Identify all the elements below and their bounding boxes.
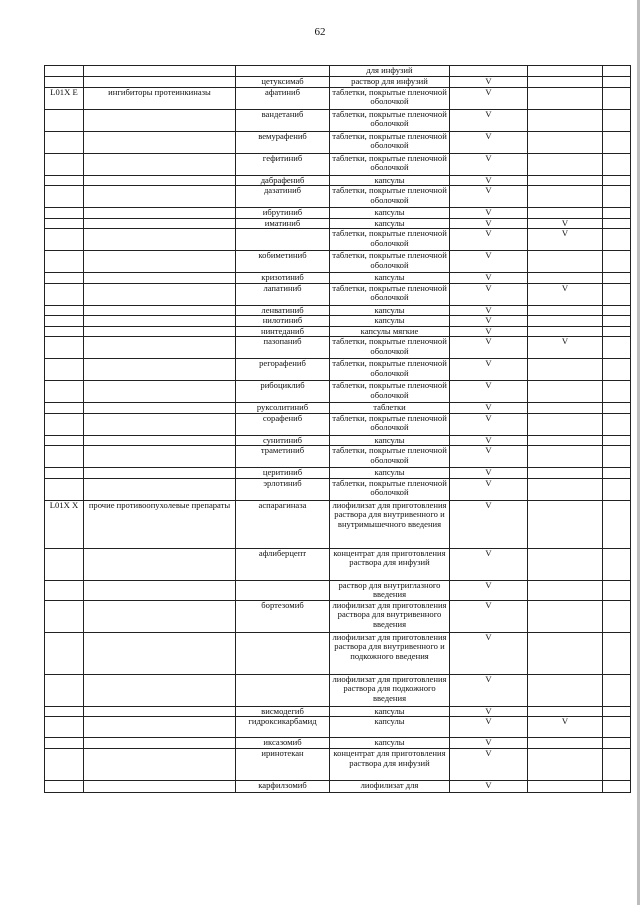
dosage-form-cell: капсулы: [330, 738, 450, 749]
mark-cell: V: [450, 580, 528, 600]
group-name-cell: [84, 435, 236, 446]
mark-cell: [528, 548, 603, 580]
table-row: [45, 186, 631, 208]
drug-name-cell: ленватиниб: [236, 305, 330, 316]
drug-table-body: [45, 66, 631, 793]
table-row: [45, 738, 631, 749]
mark-cell: V: [450, 600, 528, 632]
group-name-cell: [84, 251, 236, 273]
table-row: [45, 337, 631, 359]
group-name-cell: [84, 229, 236, 251]
drug-name-cell: кобиметиниб: [236, 251, 330, 273]
group-name-cell: [84, 600, 236, 632]
group-name-cell: [84, 548, 236, 580]
group-name-cell: [84, 706, 236, 717]
mark-cell: V: [450, 251, 528, 273]
table-row: [45, 468, 631, 479]
group-name-cell: [84, 218, 236, 229]
drug-name-cell: иматиниб: [236, 218, 330, 229]
drug-name-cell: аспарагиназа: [236, 500, 330, 548]
table-row: [45, 131, 631, 153]
drug-name-cell: [236, 632, 330, 674]
table-row: [45, 632, 631, 674]
mark-cell: [528, 326, 603, 337]
mark-cell: V: [450, 337, 528, 359]
mark-cell: [528, 446, 603, 468]
mark-cell: V: [450, 131, 528, 153]
mark-cell: [528, 131, 603, 153]
drug-name-cell: [236, 229, 330, 251]
mark-cell: [528, 251, 603, 273]
group-name-cell: [84, 674, 236, 706]
empty-cell: [603, 717, 631, 738]
drug-name-cell: карфилзомиб: [236, 781, 330, 793]
drug-name-cell: траметиниб: [236, 446, 330, 468]
empty-cell: [603, 175, 631, 186]
group-name-cell: [84, 478, 236, 500]
group-name-cell: [84, 77, 236, 88]
table-row: [45, 218, 631, 229]
atc-code-cell: [45, 548, 84, 580]
group-name-cell: [84, 446, 236, 468]
group-name-cell: [84, 337, 236, 359]
mark-cell: [528, 381, 603, 403]
dosage-form-cell: капсулы: [330, 305, 450, 316]
empty-cell: [603, 186, 631, 208]
empty-cell: [603, 305, 631, 316]
group-name-cell: [84, 305, 236, 316]
mark-cell: V: [450, 77, 528, 88]
drug-name-cell: цетуксимаб: [236, 77, 330, 88]
mark-cell: [528, 359, 603, 381]
drug-name-cell: бортезомиб: [236, 600, 330, 632]
atc-code-cell: [45, 446, 84, 468]
empty-cell: [603, 66, 631, 77]
dosage-form-cell: капсулы: [330, 218, 450, 229]
empty-cell: [603, 632, 631, 674]
drug-name-cell: сунитиниб: [236, 435, 330, 446]
empty-cell: [603, 403, 631, 414]
group-name-cell: [84, 381, 236, 403]
mark-cell: [528, 87, 603, 109]
empty-cell: [603, 738, 631, 749]
empty-cell: [603, 478, 631, 500]
dosage-form-cell: раствор для внутриглазного введения: [330, 580, 450, 600]
atc-code-cell: [45, 413, 84, 435]
table-row: [45, 580, 631, 600]
table-row: [45, 229, 631, 251]
drug-name-cell: церитиниб: [236, 468, 330, 479]
drug-name-cell: кризотиниб: [236, 273, 330, 284]
empty-cell: [603, 446, 631, 468]
mark-cell: V: [450, 446, 528, 468]
mark-cell: V: [450, 283, 528, 305]
group-name-cell: [84, 632, 236, 674]
mark-cell: V: [450, 175, 528, 186]
drug-name-cell: ибрутиниб: [236, 208, 330, 219]
table-row: [45, 109, 631, 131]
mark-cell: V: [450, 413, 528, 435]
empty-cell: [603, 468, 631, 479]
dosage-form-cell: раствор для инфузий: [330, 77, 450, 88]
atc-code-cell: [45, 580, 84, 600]
drug-name-cell: регорафениб: [236, 359, 330, 381]
empty-cell: [603, 548, 631, 580]
mark-cell: [528, 706, 603, 717]
drug-name-cell: [236, 66, 330, 77]
drug-name-cell: вандетаниб: [236, 109, 330, 131]
atc-code-cell: [45, 717, 84, 738]
table-row: [45, 326, 631, 337]
dosage-form-cell: капсулы: [330, 273, 450, 284]
table-row: [45, 359, 631, 381]
group-name-cell: [84, 781, 236, 793]
group-name-cell: [84, 403, 236, 414]
empty-cell: [603, 153, 631, 175]
table-row: [45, 403, 631, 414]
mark-cell: [528, 674, 603, 706]
page-number: 62: [314, 26, 326, 38]
dosage-form-cell: капсулы мягкие: [330, 326, 450, 337]
mark-cell: V: [450, 316, 528, 327]
atc-code-cell: [45, 175, 84, 186]
table-row: [45, 674, 631, 706]
mark-cell: V: [450, 749, 528, 781]
atc-code-cell: [45, 478, 84, 500]
drug-name-cell: руксолитиниб: [236, 403, 330, 414]
atc-code-cell: [45, 109, 84, 131]
dosage-form-cell: капсулы: [330, 717, 450, 738]
dosage-form-cell: таблетки, покрытые пленочной оболочкой: [330, 381, 450, 403]
dosage-form-cell: лиофилизат для приготовления раствора для подкожного введения: [330, 674, 450, 706]
mark-cell: V: [450, 153, 528, 175]
atc-code-cell: [45, 229, 84, 251]
atc-code-cell: [45, 305, 84, 316]
atc-code-cell: [45, 337, 84, 359]
group-name-cell: [84, 316, 236, 327]
dosage-form-cell: для инфузий: [330, 66, 450, 77]
mark-cell: [528, 632, 603, 674]
mark-cell: [528, 153, 603, 175]
mark-cell: V: [450, 435, 528, 446]
empty-cell: [603, 77, 631, 88]
atc-code-cell: [45, 218, 84, 229]
table-row: [45, 87, 631, 109]
group-name-cell: [84, 131, 236, 153]
empty-cell: [603, 316, 631, 327]
drug-name-cell: лапатиниб: [236, 283, 330, 305]
mark-cell: V: [450, 632, 528, 674]
group-name-cell: [84, 749, 236, 781]
mark-cell: [528, 749, 603, 781]
table-row: [45, 153, 631, 175]
empty-cell: [603, 87, 631, 109]
atc-code-cell: [45, 381, 84, 403]
mark-cell: V: [528, 337, 603, 359]
empty-cell: [603, 381, 631, 403]
group-name-cell: [84, 359, 236, 381]
atc-code-cell: [45, 316, 84, 327]
empty-cell: [603, 273, 631, 284]
mark-cell: [528, 273, 603, 284]
mark-cell: [528, 175, 603, 186]
table-row: [45, 413, 631, 435]
mark-cell: V: [528, 229, 603, 251]
empty-cell: [603, 435, 631, 446]
dosage-form-cell: таблетки, покрытые пленочной оболочкой: [330, 229, 450, 251]
mark-cell: V: [450, 305, 528, 316]
mark-cell: [528, 580, 603, 600]
empty-cell: [603, 749, 631, 781]
drug-name-cell: дабрафениб: [236, 175, 330, 186]
atc-code-cell: [45, 153, 84, 175]
dosage-form-cell: лиофилизат для приготовления раствора для внутривенного введения: [330, 600, 450, 632]
mark-cell: [450, 66, 528, 77]
mark-cell: V: [450, 218, 528, 229]
table-row: [45, 381, 631, 403]
empty-cell: [603, 283, 631, 305]
dosage-form-cell: таблетки: [330, 403, 450, 414]
mark-cell: [528, 500, 603, 548]
atc-code-cell: [45, 468, 84, 479]
atc-code-cell: [45, 600, 84, 632]
table-row: [45, 66, 631, 77]
dosage-form-cell: таблетки, покрытые пленочной оболочкой: [330, 359, 450, 381]
group-name-cell: ингибиторы протеинкиназы: [84, 87, 236, 109]
mark-cell: V: [528, 218, 603, 229]
dosage-form-cell: таблетки, покрытые пленочной оболочкой: [330, 251, 450, 273]
dosage-form-cell: таблетки, покрытые пленочной оболочкой: [330, 337, 450, 359]
mark-cell: [528, 77, 603, 88]
drug-name-cell: афатиниб: [236, 87, 330, 109]
drug-name-cell: пазопаниб: [236, 337, 330, 359]
mark-cell: [528, 208, 603, 219]
mark-cell: V: [450, 186, 528, 208]
table-row: [45, 600, 631, 632]
table-row: [45, 548, 631, 580]
table-row: [45, 446, 631, 468]
table-row: [45, 77, 631, 88]
empty-cell: [603, 674, 631, 706]
group-name-cell: [84, 153, 236, 175]
group-name-cell: прочие противоопухолевые препараты: [84, 500, 236, 548]
atc-code-cell: [45, 208, 84, 219]
group-name-cell: [84, 109, 236, 131]
dosage-form-cell: капсулы: [330, 435, 450, 446]
mark-cell: [528, 66, 603, 77]
dosage-form-cell: таблетки, покрытые пленочной оболочкой: [330, 283, 450, 305]
mark-cell: V: [450, 326, 528, 337]
atc-code-cell: L01X X: [45, 500, 84, 548]
table-row: [45, 478, 631, 500]
mark-cell: [528, 109, 603, 131]
mark-cell: V: [450, 87, 528, 109]
group-name-cell: [84, 326, 236, 337]
drug-name-cell: гефитиниб: [236, 153, 330, 175]
atc-code-cell: [45, 674, 84, 706]
group-name-cell: [84, 738, 236, 749]
dosage-form-cell: капсулы: [330, 706, 450, 717]
atc-code-cell: [45, 749, 84, 781]
empty-cell: [603, 208, 631, 219]
empty-cell: [603, 131, 631, 153]
atc-code-cell: [45, 403, 84, 414]
mark-cell: [528, 600, 603, 632]
dosage-form-cell: капсулы: [330, 468, 450, 479]
table-row: [45, 781, 631, 793]
atc-code-cell: [45, 251, 84, 273]
drug-name-cell: сорафениб: [236, 413, 330, 435]
atc-code-cell: [45, 359, 84, 381]
atc-code-cell: [45, 326, 84, 337]
group-name-cell: [84, 273, 236, 284]
mark-cell: V: [528, 283, 603, 305]
mark-cell: V: [450, 781, 528, 793]
drug-name-cell: дазатиниб: [236, 186, 330, 208]
mark-cell: V: [450, 208, 528, 219]
mark-cell: V: [450, 273, 528, 284]
mark-cell: V: [450, 229, 528, 251]
group-name-cell: [84, 175, 236, 186]
drug-name-cell: афлиберцепт: [236, 548, 330, 580]
dosage-form-cell: таблетки, покрытые пленочной оболочкой: [330, 109, 450, 131]
dosage-form-cell: капсулы: [330, 175, 450, 186]
mark-cell: V: [450, 500, 528, 548]
group-name-cell: [84, 580, 236, 600]
dosage-form-cell: лиофилизат для приготовления раствора для внутривенного и подкожного введения: [330, 632, 450, 674]
dosage-form-cell: капсулы: [330, 208, 450, 219]
drug-name-cell: эрлотиниб: [236, 478, 330, 500]
drug-name-cell: висмодегиб: [236, 706, 330, 717]
table-row: [45, 749, 631, 781]
mark-cell: V: [450, 468, 528, 479]
mark-cell: [528, 305, 603, 316]
atc-code-cell: [45, 66, 84, 77]
empty-cell: [603, 580, 631, 600]
mark-cell: [528, 403, 603, 414]
table-row: [45, 706, 631, 717]
table-row: [45, 316, 631, 327]
atc-code-cell: [45, 706, 84, 717]
atc-code-cell: [45, 131, 84, 153]
group-name-cell: [84, 413, 236, 435]
dosage-form-cell: таблетки, покрытые пленочной оболочкой: [330, 153, 450, 175]
group-name-cell: [84, 717, 236, 738]
mark-cell: [528, 738, 603, 749]
atc-code-cell: [45, 77, 84, 88]
dosage-form-cell: таблетки, покрытые пленочной оболочкой: [330, 87, 450, 109]
atc-code-cell: [45, 283, 84, 305]
group-name-cell: [84, 208, 236, 219]
mark-cell: V: [450, 381, 528, 403]
atc-code-cell: [45, 632, 84, 674]
dosage-form-cell: лиофилизат для: [330, 781, 450, 793]
table-row: [45, 717, 631, 738]
drug-name-cell: нилотиниб: [236, 316, 330, 327]
mark-cell: V: [450, 478, 528, 500]
atc-code-cell: [45, 738, 84, 749]
empty-cell: [603, 251, 631, 273]
drug-name-cell: [236, 580, 330, 600]
table-row: [45, 208, 631, 219]
dosage-form-cell: таблетки, покрытые пленочной оболочкой: [330, 446, 450, 468]
atc-code-cell: L01X E: [45, 87, 84, 109]
drug-table: [44, 65, 631, 793]
mark-cell: V: [450, 738, 528, 749]
drug-name-cell: гидроксикарбамид: [236, 717, 330, 738]
drug-name-cell: иксазомиб: [236, 738, 330, 749]
empty-cell: [603, 326, 631, 337]
empty-cell: [603, 229, 631, 251]
mark-cell: [528, 781, 603, 793]
empty-cell: [603, 413, 631, 435]
empty-cell: [603, 781, 631, 793]
empty-cell: [603, 500, 631, 548]
atc-code-cell: [45, 186, 84, 208]
mark-cell: [528, 435, 603, 446]
drug-name-cell: рибоциклиб: [236, 381, 330, 403]
mark-cell: V: [450, 717, 528, 738]
empty-cell: [603, 109, 631, 131]
mark-cell: V: [450, 109, 528, 131]
mark-cell: V: [450, 674, 528, 706]
dosage-form-cell: капсулы: [330, 316, 450, 327]
group-name-cell: [84, 283, 236, 305]
drug-name-cell: иринотекан: [236, 749, 330, 781]
empty-cell: [603, 337, 631, 359]
dosage-form-cell: концентрат для приготовления раствора для инфузий: [330, 749, 450, 781]
table-row: [45, 305, 631, 316]
table-row: [45, 500, 631, 548]
mark-cell: V: [528, 717, 603, 738]
empty-cell: [603, 706, 631, 717]
table-row: [45, 283, 631, 305]
dosage-form-cell: таблетки, покрытые пленочной оболочкой: [330, 478, 450, 500]
table-row: [45, 175, 631, 186]
drug-name-cell: нинтеданиб: [236, 326, 330, 337]
mark-cell: V: [450, 403, 528, 414]
empty-cell: [603, 600, 631, 632]
drug-name-cell: [236, 674, 330, 706]
empty-cell: [603, 218, 631, 229]
mark-cell: [528, 478, 603, 500]
table-row: [45, 273, 631, 284]
group-name-cell: [84, 468, 236, 479]
dosage-form-cell: концентрат для приготовления раствора для инфузий: [330, 548, 450, 580]
table-row: [45, 251, 631, 273]
table-row: [45, 435, 631, 446]
atc-code-cell: [45, 435, 84, 446]
dosage-form-cell: таблетки, покрытые пленочной оболочкой: [330, 186, 450, 208]
dosage-form-cell: таблетки, покрытые пленочной оболочкой: [330, 413, 450, 435]
dosage-form-cell: таблетки, покрытые пленочной оболочкой: [330, 131, 450, 153]
dosage-form-cell: лиофилизат для приготовления раствора для внутривенного и внутримышечного введения: [330, 500, 450, 548]
mark-cell: [528, 186, 603, 208]
empty-cell: [603, 359, 631, 381]
group-name-cell: [84, 186, 236, 208]
atc-code-cell: [45, 781, 84, 793]
mark-cell: [528, 413, 603, 435]
group-name-cell: [84, 66, 236, 77]
mark-cell: V: [450, 548, 528, 580]
mark-cell: [528, 316, 603, 327]
atc-code-cell: [45, 273, 84, 284]
mark-cell: V: [450, 706, 528, 717]
mark-cell: V: [450, 359, 528, 381]
drug-name-cell: вемурафениб: [236, 131, 330, 153]
mark-cell: [528, 468, 603, 479]
